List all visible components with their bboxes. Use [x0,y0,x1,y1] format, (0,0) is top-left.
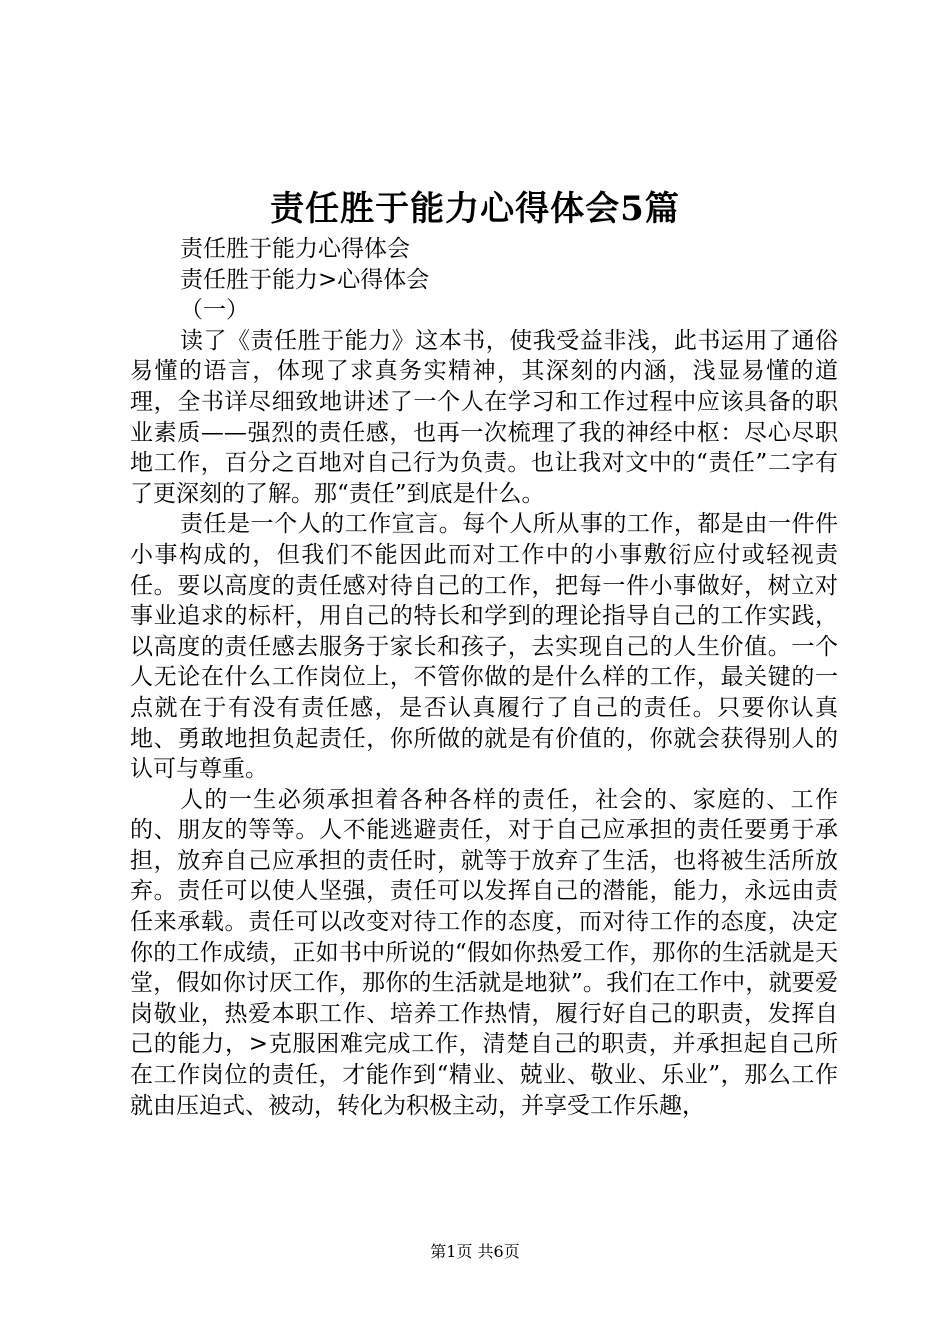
paragraph-1: 读了《责任胜于能力》这本书，使我受益非浅，此书运用了通俗易懂的语言，体现了求真务实精神，其深刻的内涵，浅显易懂的道理，全书详尽细致地讲述了一个人在学习和工作过程中应该具备的职业素质——强烈的责任感，也再一次梳理了我的神经中枢：尽心尽职地工作，百分之百地对自己行为负责。也让我对文中的“责任”二字有了更深刻的了解。那“责任”到底是什么。 [130,327,838,507]
paragraph-2: 责任是一个人的工作宣言。每个人所从事的工作，都是由一件件小事构成的，但我们不能因此而对工作中的小事敷衍应付或轻视责任。要以高度的责任感对待自己的工作，把每一件小事做好，树立对事业追求的标杆，用自己的特长和学到的理论指导自己的工作实践，以高度的责任感去服务于家长和孩子，去实现自己的人生价值。一个人无论在什么工作岗位上，不管你做的是什么样的工作，最关键的一点就在于有没有责任感，是否认真履行了自己的责任。只要你认真地、勇敢地担负起责任，你所做的就是有价值的，你就会获得别人的认可与尊重。 [130,511,838,783]
section-marker: （一） [180,297,249,324]
subheading-1: 责任胜于能力心得体会 [180,236,410,262]
page-footer: 第1页 共6页 [430,1242,520,1261]
subheading-2: 责任胜于能力>心得体会 [180,266,430,293]
document-title: 责任胜于能力心得体会5篇 [270,189,680,229]
paragraph-3: 人的一生必须承担着各种各样的责任，社会的、家庭的、工作的、朋友的等等。人不能逃避责任，对于自己应承担的责任要勇于承担，放弃自己应承担的责任时，就等于放弃了生活，也将被生活所放弃。责任可以使人坚强，责任可以发挥自己的潜能，能力，永远由责任来承载。责任可以改变对待工作的态度，而对待工作的态度，决定你的工作成绩，正如书中所说的“假如你热爱工作，那你的生活就是天堂，假如你讨厌工作，那你的生活就是地狱”。我们在工作中，就要爱岗敬业，热爱本职工作、培养工作热情，履行好自己的职责，发挥自己的能力，>克服困难完成工作，清楚自己的职责，并承担起自己所在工作岗位的责任，才能作到“精业、兢业、敬业、乐业”，那么工作就由压迫式、被动，转化为积极主动，并享受工作乐趣， [130,786,838,1119]
document-body [130,234,838,1121]
